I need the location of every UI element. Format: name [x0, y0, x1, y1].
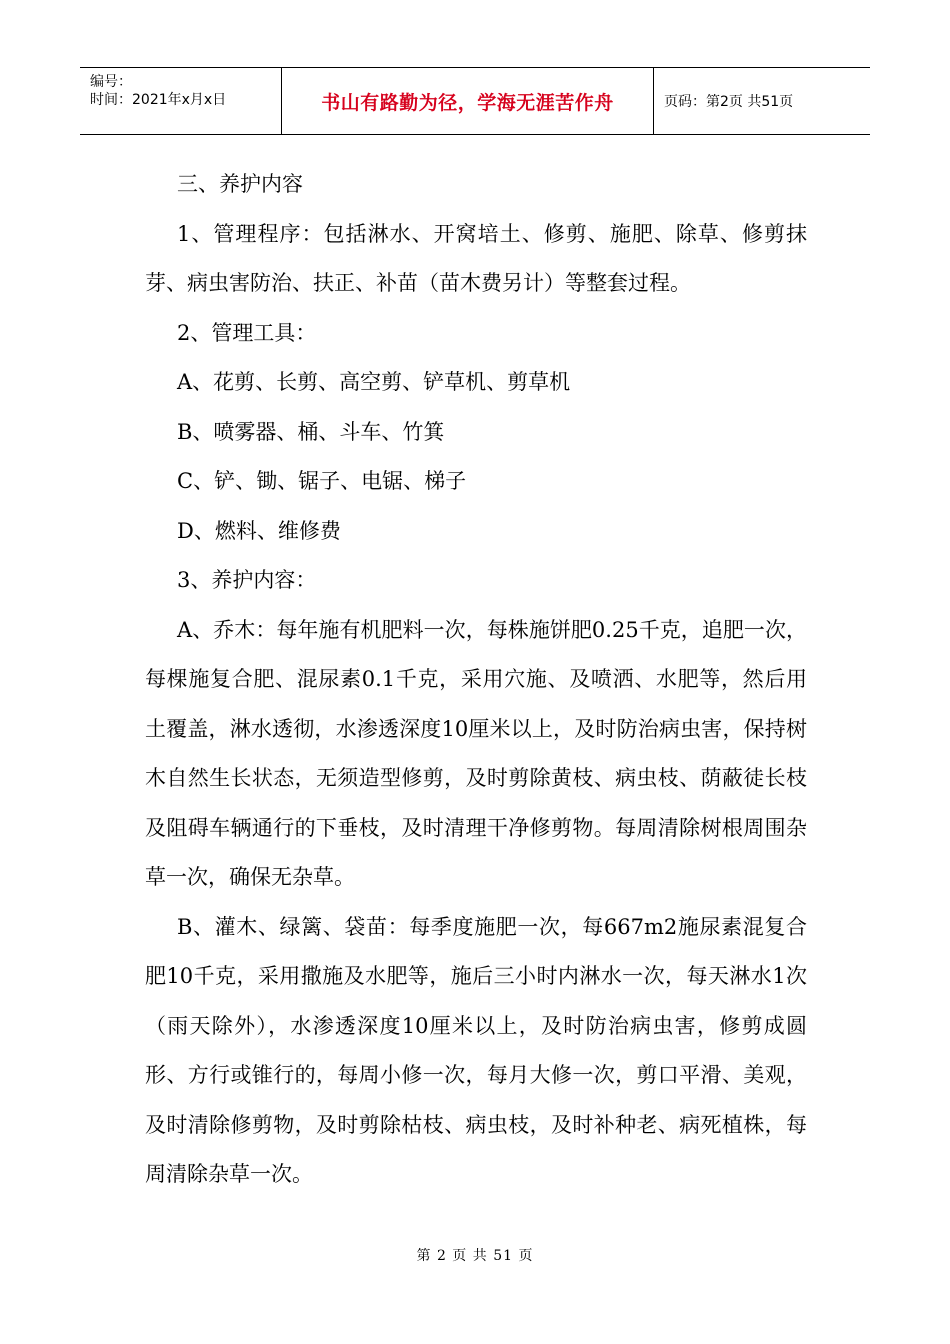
list-item-tools-a: A、花剪、长剪、高空剪、铲草机、剪草机 — [177, 370, 571, 394]
paragraph-maintenance-content: 3、养护内容： — [177, 568, 317, 592]
page-header — [80, 67, 870, 135]
list-item-tools-d: D、燃料、维修费 — [177, 518, 341, 543]
paragraph-management-procedure: 1、管理程序：包括淋水、开窝培土、修剪、施肥、除草、修剪抹芽、病虫害防治、扶正、补苗（苗木费另计）等整套过程。 — [145, 221, 807, 295]
list-item-tools-b: B、喷雾器、桶、斗车、竹箕 — [177, 419, 445, 444]
header-number-label: 编号： — [90, 74, 132, 90]
paragraph-management-tools: 2、管理工具： — [177, 320, 317, 345]
document-body — [145, 160, 807, 1200]
header-motto: 书山有路勤为径，学海无涯苦作舟 — [282, 68, 654, 134]
header-date-label: 时间：2021年x月x日 — [90, 92, 227, 108]
page-footer: 第 2 页 共 51 页 — [416, 1248, 534, 1264]
header-meta — [80, 68, 282, 134]
list-item-tools-c: C、铲、锄、锯子、电锯、梯子 — [177, 469, 467, 493]
header-page-info: 页码：第2页 共51页 — [664, 94, 794, 110]
paragraph-trees: A、乔木：每年施有机肥料一次，每株施饼肥0.25千克，追肥一次，每棵施复合肥、混尿素0.1千克，采用穴施、及喷洒、水肥等，然后用土覆盖，淋水透彻，水渗透深度10厘米以上，及时防治病虫害，保持树木自然生长状态，无须造型修剪，及时剪除黄枝、病虫枝、荫蔽徒长枝及阻碍车辆通行的下垂枝，及时清理干净修剪物。每周清除树根周围杂草一次，确保无杂草。 — [145, 617, 807, 889]
section-heading: 三、养护内容 — [177, 172, 303, 196]
paragraph-shrubs: B、灌木、绿篱、袋苗：每季度施肥一次，每667m2施尿素混复合肥10千克，采用撒施及水肥等，施后三小时内淋水一次，每天淋水1次（雨天除外），水渗透深度10厘米以上，及时防治病虫害，修剪成圆形、方行或锥行的，每周小修一次，每月大修一次，剪口平滑、美观，及时清除修剪物，及时剪除枯枝、病虫枝，及时补种老、病死植株，每周清除杂草一次。 — [145, 914, 807, 1186]
